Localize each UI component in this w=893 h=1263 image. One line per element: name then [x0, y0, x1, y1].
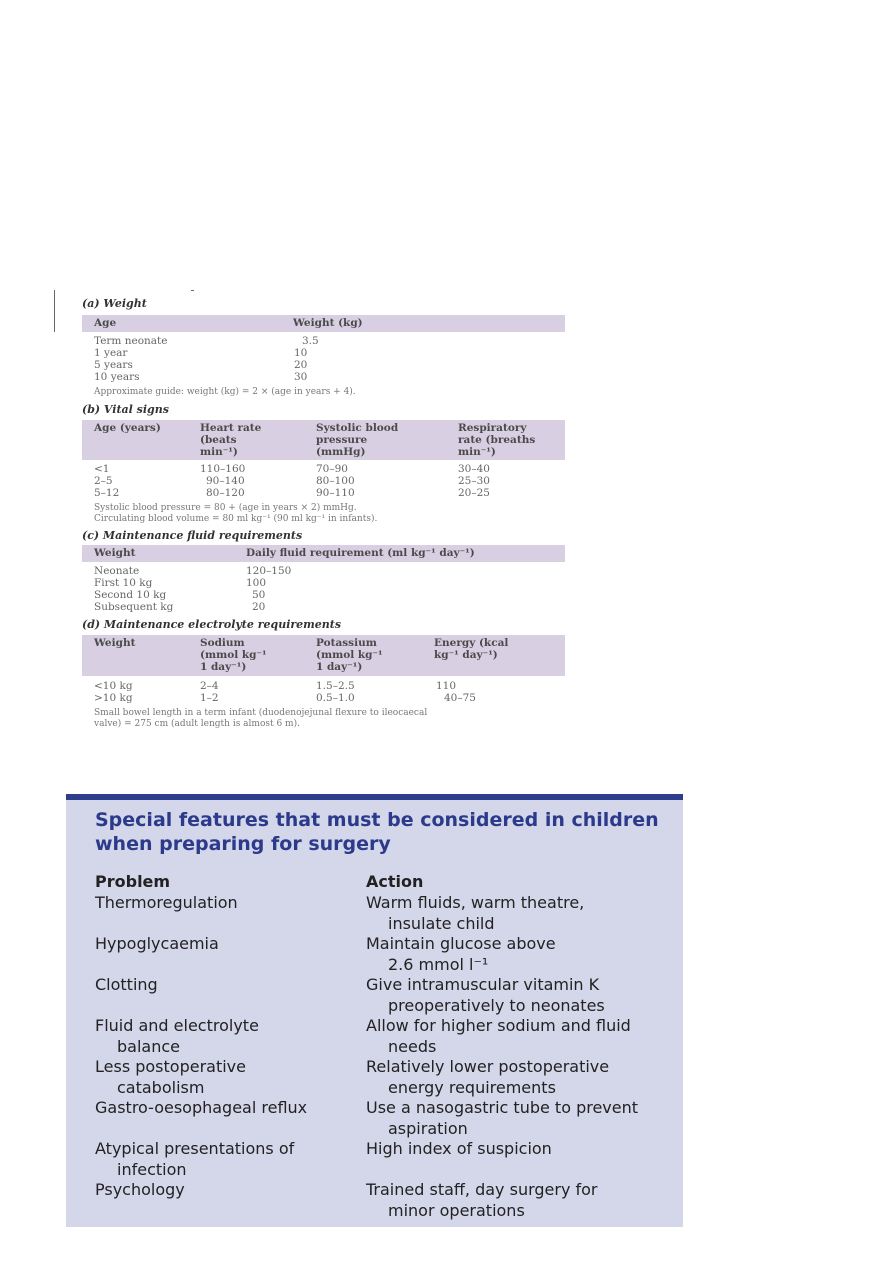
action-cell: Give intramuscular vitamin K preoperatively to neonates [366, 975, 605, 1015]
weight-note: Approximate guide: weight (kg) = 2 × (age in years + 4). [94, 387, 356, 397]
problem-cell: Hypoglycaemia [95, 934, 219, 953]
electrolyte-header-sodium: Sodium (mmol kg⁻¹ 1 day⁻¹) [200, 637, 267, 673]
electrolyte-na: 2–4 [200, 680, 219, 692]
special-features-box [66, 794, 683, 1227]
electrolyte-k: 0.5–1.0 [316, 692, 355, 704]
weight-value: 30 [294, 371, 308, 383]
vital-header-heart-rate: Heart rate (beats min⁻¹) [200, 422, 262, 458]
electrolyte-energy: 40–75 [444, 692, 476, 704]
vital-rr: 25–30 [458, 475, 490, 487]
table-row: Neonate [94, 565, 140, 577]
scan-dot [191, 290, 194, 291]
weight-title: (a) Weight [82, 297, 147, 310]
weight-value: 3.5 [302, 335, 319, 347]
fluid-value: 50 [252, 589, 266, 601]
electrolyte-header-energy: Energy (kcal kg⁻¹ day⁻¹) [434, 637, 509, 661]
vital-hr: 110–160 [200, 463, 246, 475]
action-cell: High index of suspicion [366, 1139, 552, 1158]
problem-cell: Clotting [95, 975, 158, 994]
vital-hr: 90–140 [206, 475, 245, 487]
table-row: 5–12 [94, 487, 120, 499]
table-row: >10 kg [94, 692, 133, 704]
scan-edge-line [54, 290, 55, 332]
electrolyte-note-line1: Small bowel length in a term infant (duodenojejunal flexure to ileocaecal [94, 708, 428, 718]
action-cell: Maintain glucose above 2.6 mmol l⁻¹ [366, 934, 556, 974]
problem-cell: Psychology [95, 1180, 185, 1199]
vital-rr: 20–25 [458, 487, 490, 499]
table-row: Subsequent kg [94, 601, 174, 613]
table-row: First 10 kg [94, 577, 153, 589]
vital-sbp: 80–100 [316, 475, 355, 487]
vital-header-respiratory: Respiratory rate (breaths min⁻¹) [458, 422, 536, 458]
action-cell: Use a nasogastric tube to prevent aspiration [366, 1098, 639, 1138]
action-column-header: Action [366, 872, 424, 891]
fluid-value: 20 [252, 601, 266, 613]
electrolyte-energy: 110 [436, 680, 457, 692]
electrolyte-note-line2: valve) = 275 cm (adult length is almost 6 m). [94, 719, 300, 729]
weight-value: 20 [294, 359, 308, 371]
weight-value: 10 [294, 347, 308, 359]
table-row: Second 10 kg [94, 589, 167, 601]
electrolyte-header [82, 635, 565, 676]
fluid-header-requirement: Daily fluid requirement (ml kg⁻¹ day⁻¹) [246, 547, 475, 559]
table-row: 2–5 [94, 475, 113, 487]
problem-cell: Thermoregulation [95, 893, 238, 912]
table-row: 5 years [94, 359, 133, 371]
action-cell: Warm fluids, warm theatre, insulate child [366, 893, 585, 933]
table-row: Term neonate [94, 335, 168, 347]
fluid-header-weight: Weight [94, 547, 136, 559]
fluid-value: 100 [246, 577, 267, 589]
action-cell: Allow for higher sodium and fluid needs [366, 1016, 631, 1056]
vital-rr: 30–40 [458, 463, 490, 475]
problem-cell: Fluid and electrolyte balance [95, 1016, 259, 1056]
electrolyte-header-potassium: Potassium (mmol kg⁻¹ 1 day⁻¹) [316, 637, 383, 673]
action-cell: Relatively lower postoperative energy requirements [366, 1057, 610, 1097]
vital-hr: 80–120 [206, 487, 245, 499]
electrolyte-na: 1–2 [200, 692, 219, 704]
table-row: 10 years [94, 371, 140, 383]
problem-cell: Atypical presentations of infection [95, 1139, 295, 1179]
fluid-value: 120–150 [246, 565, 292, 577]
vital-note-sbp: Systolic blood pressure = 80 + (age in years × 2) mmHg. [94, 503, 357, 513]
vital-sbp: 90–110 [316, 487, 355, 499]
special-features-title: Special features that must be considered in children when preparing for surgery [95, 809, 659, 855]
weight-header [82, 315, 565, 332]
vital-header-systolic: Systolic blood pressure (mmHg) [316, 422, 399, 458]
electrolyte-title: (d) Maintenance electrolyte requirements [82, 618, 342, 631]
table-row: <1 [94, 463, 110, 475]
vital-signs-title: (b) Vital signs [82, 403, 169, 416]
problem-cell: Gastro-oesophageal reflux [95, 1098, 308, 1117]
vital-note-volume: Circulating blood volume = 80 ml kg⁻¹ (90 ml kg⁻¹ in infants). [94, 514, 378, 524]
fluid-title: (c) Maintenance fluid requirements [82, 529, 303, 542]
problem-column-header: Problem [95, 872, 171, 891]
fluid-header [82, 545, 565, 562]
vital-signs-header [82, 420, 565, 460]
problem-cell: Less postoperative catabolism [95, 1057, 246, 1097]
weight-header-weight: Weight (kg) [293, 317, 363, 329]
vital-header-age: Age (years) [94, 422, 161, 434]
vital-sbp: 70–90 [316, 463, 348, 475]
table-row: 1 year [94, 347, 128, 359]
weight-header-age: Age [94, 317, 117, 329]
electrolyte-k: 1.5–2.5 [316, 680, 355, 692]
electrolyte-header-weight: Weight [94, 637, 136, 649]
action-cell: Trained staff, day surgery for minor operations [366, 1180, 598, 1220]
table-row: <10 kg [94, 680, 133, 692]
